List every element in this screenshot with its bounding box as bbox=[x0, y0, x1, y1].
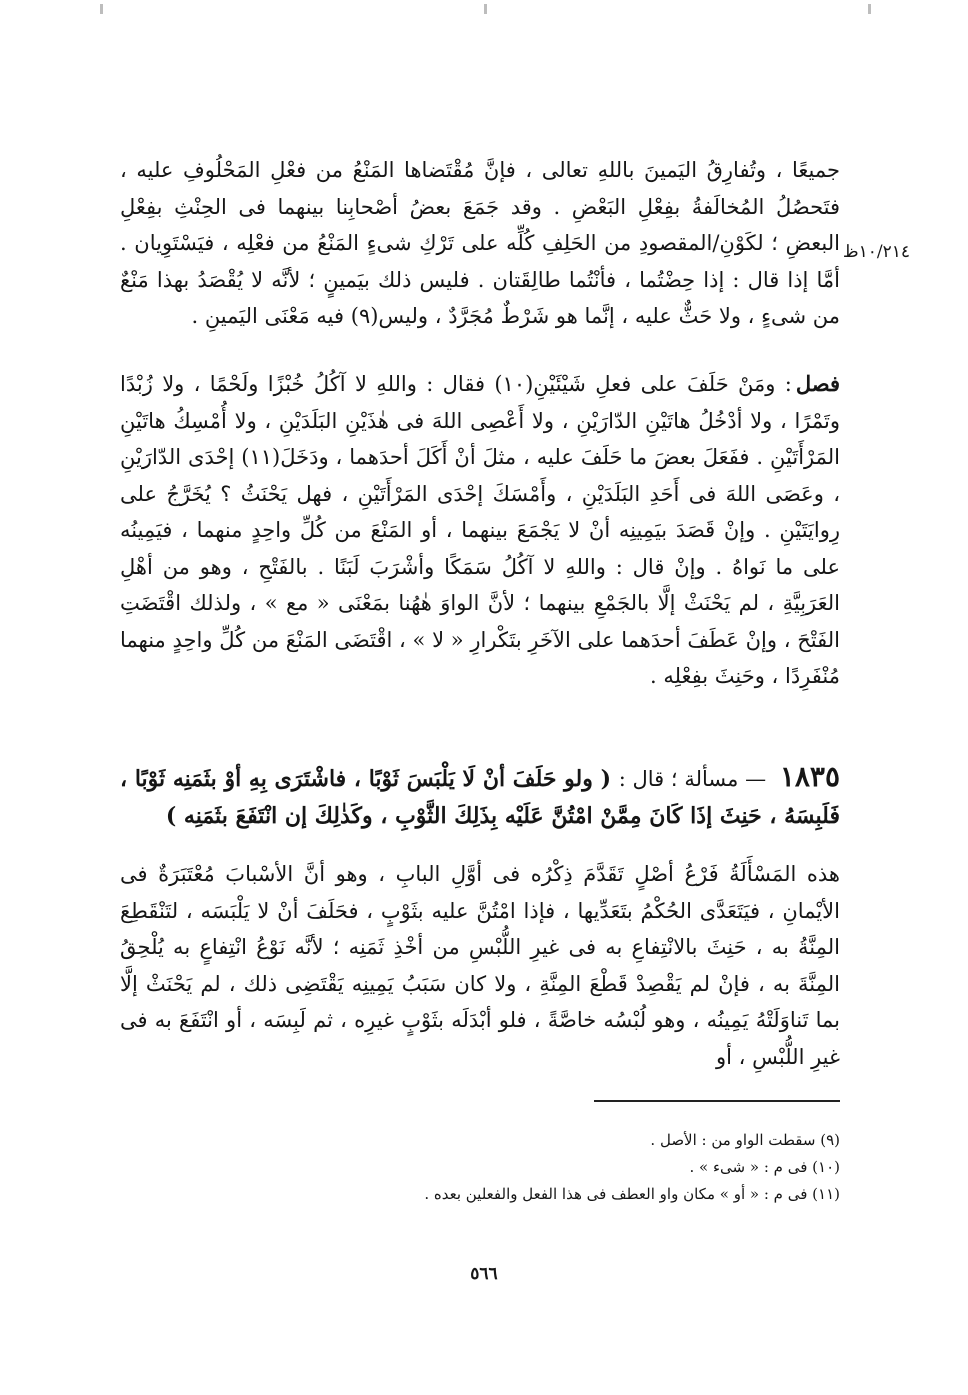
footnote: (١٠) فى م : « شىء » . bbox=[689, 1158, 840, 1176]
issue-number: ١٨٣٥ bbox=[779, 760, 840, 793]
paragraph-commentary bbox=[120, 856, 840, 1075]
issue-heading-block bbox=[120, 758, 840, 835]
footnotes bbox=[300, 1127, 840, 1208]
paragraph-1-text: جميعًا ، وتُفارِقُ اليَمينَ باللهِ تعالى ، فإنَّ مُقْتَضاها المَنْعُ من فعْلِ المَحْلُوفِ عليه ، فتَحصُلُ المُخالَفةُ بفِعْلِ البَعْضِ . وقد جَمَعَ بعضُ أصْحابِنا بينهما فى الحِنْثِ بفِعْلِ البعضِ ؛ لكَوْنِ/المقصودِ من الحَلِفِ كُلِّه على تَرْكِ شىءٍ المَنْعُ من فعْلِه ، فيَسْتَوِيان . أمَّا إذا قال : إذا حِضْتُما ، فأنْتُما طالِقَتان . فليس ذلك بيَمينٍ ؛ لأنَّه لا يُقْصَدُ بهذا مَنْعٌ من شىءٍ ، ولا حَثٌّ عليه ، إنَّما هو شَرْطٌ مُجَرَّدٌ ، وليس(٩) فيه مَعْنَى اليَمينِ . bbox=[120, 158, 840, 328]
issue-heading-text bbox=[120, 758, 840, 835]
footnote: (١١) فى م : « أو » مكان واو العطف فى هذا الفعل والفعلين بعده . bbox=[424, 1185, 840, 1203]
paragraph-1 bbox=[120, 152, 840, 335]
paragraph-fasl-text bbox=[120, 366, 840, 695]
paragraph-fasl bbox=[120, 366, 840, 695]
scan-mark bbox=[868, 4, 871, 14]
issue-label: — مسألة ؛ قال : bbox=[618, 767, 767, 791]
issue-quote: ( ولو حَلَفَ أنْ لَا يَلْبَسَ ثَوْبًا ، فاشْتَرَى بِهِ أوْ بثَمَنِه ثَوْبًا ، فَلَبِسَهُ ، حَنِثَ إذَا كَانَ مِمَّنْ امْتُنَّ عَلَيْه بِذَلِكَ الثَّوْبِ ، وكَذٰلِكَ إن انْتَفَعَ بثَمَنِه ) bbox=[120, 766, 840, 829]
fasl-heading: فصل bbox=[795, 371, 841, 396]
paragraph-2-body: : ومَنْ حَلَفَ على فعلِ شَيْئَيْنِ(١٠) فقال : واللهِ لا آكُلُ خُبْزًا ولَحْمًا ، ولا زُبْدًا وتَمْرًا ، ولا أدْخُلُ هاتَيْنِ الدّارَيْنِ ، ولا أَعْصِى اللهَ فى هٰذَيْنِ البَلَدَيْنِ ، ولا أُمْسِكُ هاتَيْنِ المَرْأَتَيْنِ . ففَعَلَ بعضَ ما حَلَفَ عليه ، مثلَ أنْ أَكَلَ أحدَهما ، ودَخَلَ(١١) إحْدَى الدّارَيْنِ ، وعَصَى اللهَ فى أَحَدِ البَلَدَيْنِ ، وأَمْسَكَ إحْدَى المَرْأَتَيْنِ ، فهل يَحْنَثُ ؟ يُخَرَّجُ على رِوايَتَيْنِ . وإنْ قَصَدَ بيَمِينِه أنْ لا يَجْمَعَ بينهما ، أو المَنْعَ من كُلِّ واحِدٍ منهما ، فيَمِينُه على ما نَواهُ . وإنْ قال : واللهِ لا آكُلُ سَمَكًا وأشْرَبَ لَبَنًا . بالفَتْحِ ، وهو من أهْلِ العَرَبِيَّةِ ، لم يَحْنَثْ إلَّا بالجَمْعِ بينهما ؛ لأنَّ الواوَ هٰهُنا بمَعْنَى « مع » ، ولذلك اقْتَضَتِ الفَتْحَ ، وإنْ عَطَفَ أحدَهما على الآخَرِ بتَكْرارِ « لا » ، اقْتَضَى المَنْعَ من كُلِّ واحِدٍ منهما مُنْفَرِدًا ، وحَنِثَ بفِعْلِه . bbox=[120, 372, 840, 688]
scan-mark bbox=[484, 4, 487, 14]
footnote: (٩) سقطت الواو من : الأصل . bbox=[650, 1131, 840, 1149]
scan-mark bbox=[100, 4, 103, 14]
margin-manuscript-reference: ١٠/٢١٤ظ bbox=[842, 242, 910, 262]
paragraph-commentary-text: هذه المَسْأَلَةُ فَرْعُ أصْلٍ تَقَدَّمَ ذِكْرُه فى أوَّلِ البابِ ، وهو أنَّ الأسْبابَ مُعْتَبَرَةٌ فى الأيْمانِ ، فيَتَعَدَّى الحُكْمُ بتَعَدِّيها ، فإذا امْتُنَّ عليه بثَوْبٍ ، فحَلَفَ أنْ لا يَلْبَسَه ، لتَنْقَطِعَ المِنَّةُ به ، حَنِثَ بالانْتِفاعِ به فى غيرِ اللُّبْسِ من أخْذِ ثَمَنِه ؛ لأنَّه نَوْعُ انْتِفاعٍ به يُلْحِقُ المِنَّةَ به ، فإنْ لم يَقْصِدْ قَطْعَ المِنَّةِ ، ولا كان سَبَبُ يَمِينِه يَقْتَضِى ذلك ، لم يَحْنَثْ إلَّا بما تَناوَلَتْهُ يَمِينُه ، وهو لُبْسُه خاصَّةً ، فلو أبْدَلَه بثَوْبٍ غيرِه ، ثم لَبِسَه ، أو انْتَفَعَ به فى غيرِ اللُّبْسِ ، أو bbox=[120, 862, 840, 1069]
footnote-divider bbox=[594, 1100, 840, 1102]
page-number: ٥٦٦ bbox=[470, 1264, 498, 1284]
